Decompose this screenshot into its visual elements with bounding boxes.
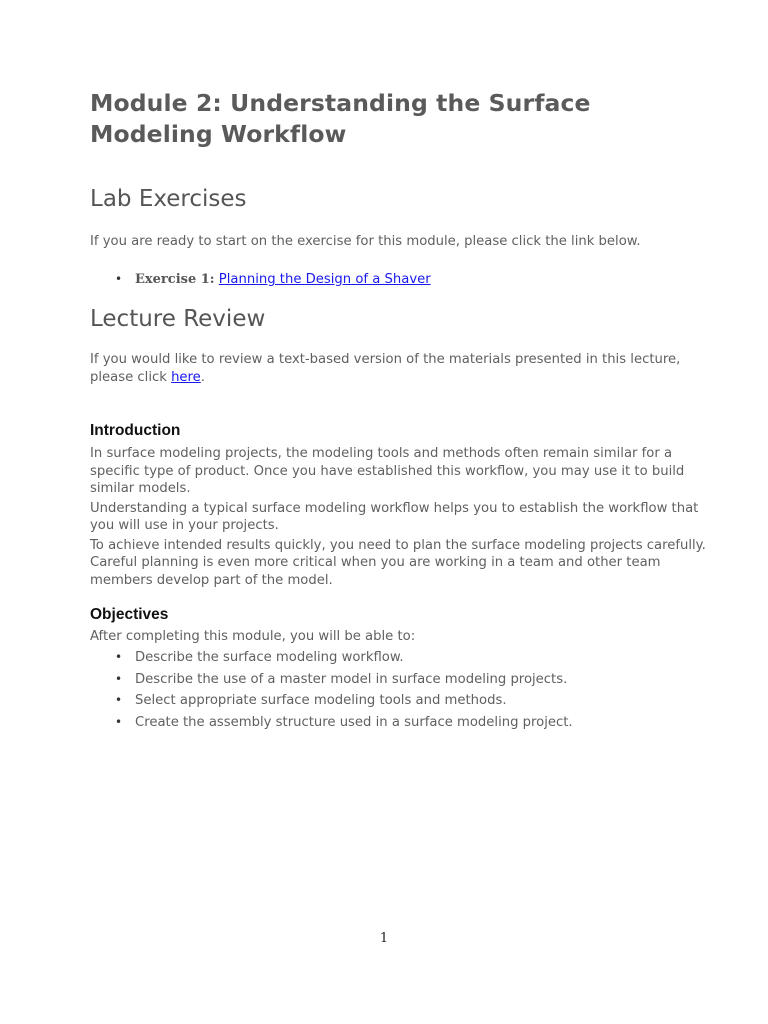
bullet-icon: • [115,693,123,707]
module-title: Module 2: Understanding the Surface Modeling Workflow [90,89,591,148]
introduction-body [90,445,710,591]
bullet-icon: • [115,272,123,286]
introduction-paragraph: Understanding a typical surface modeling workflow helps you to establish the workflow that you will use in your projects. [90,500,699,533]
exercise-label: Exercise 1: [135,272,215,287]
list-item [90,649,573,667]
lecture-review-intro [90,351,700,386]
list-item [90,671,573,689]
exercise-1-link[interactable]: Planning the Design of a Shaver [218,272,431,287]
list-item [90,271,431,289]
lab-exercises-intro: If you are ready to start on the exercise for this module, please click the link below. [90,234,641,249]
exercise-list [90,271,431,289]
lecture-intro-text: If you would like to review a text-based version of the materials presented in this lecture, please click [90,352,681,385]
lecture-review-link[interactable]: here [171,369,201,385]
objectives-lead: After completing this module, you will be able to: [90,629,416,644]
objective-text: Describe the surface modeling workflow. [135,650,404,665]
introduction-heading: Introduction [90,422,181,439]
list-item [90,692,573,710]
list-item [90,714,573,732]
objective-text: Select appropriate surface modeling tools and methods. [135,693,507,708]
objective-text: Describe the use of a master model in surface modeling projects. [135,671,568,687]
bullet-icon: • [115,714,123,729]
lecture-intro-end: . [200,369,205,385]
lab-exercises-heading: Lab Exercises [90,186,247,212]
bullet-icon: • [115,650,123,664]
bullet-icon: • [115,671,123,686]
page-number: 1 [379,931,389,946]
objectives-list [90,649,573,735]
document-page [90,88,720,730]
introduction-paragraph: In surface modeling projects, the modeling tools and methods often remain similar for a specific type of product. Once you have established this workflow, you may use it to build similar models. [90,446,685,496]
introduction-paragraph: To achieve intended results quickly, you need to plan the surface modeling projects carefully. Careful planning is even more critical when you are working in a team and other team members develop part of the model. [90,537,706,588]
objective-text: Create the assembly structure used in a surface modeling project. [135,714,573,730]
lecture-review-heading: Lecture Review [90,306,266,332]
objectives-heading: Objectives [90,606,169,623]
